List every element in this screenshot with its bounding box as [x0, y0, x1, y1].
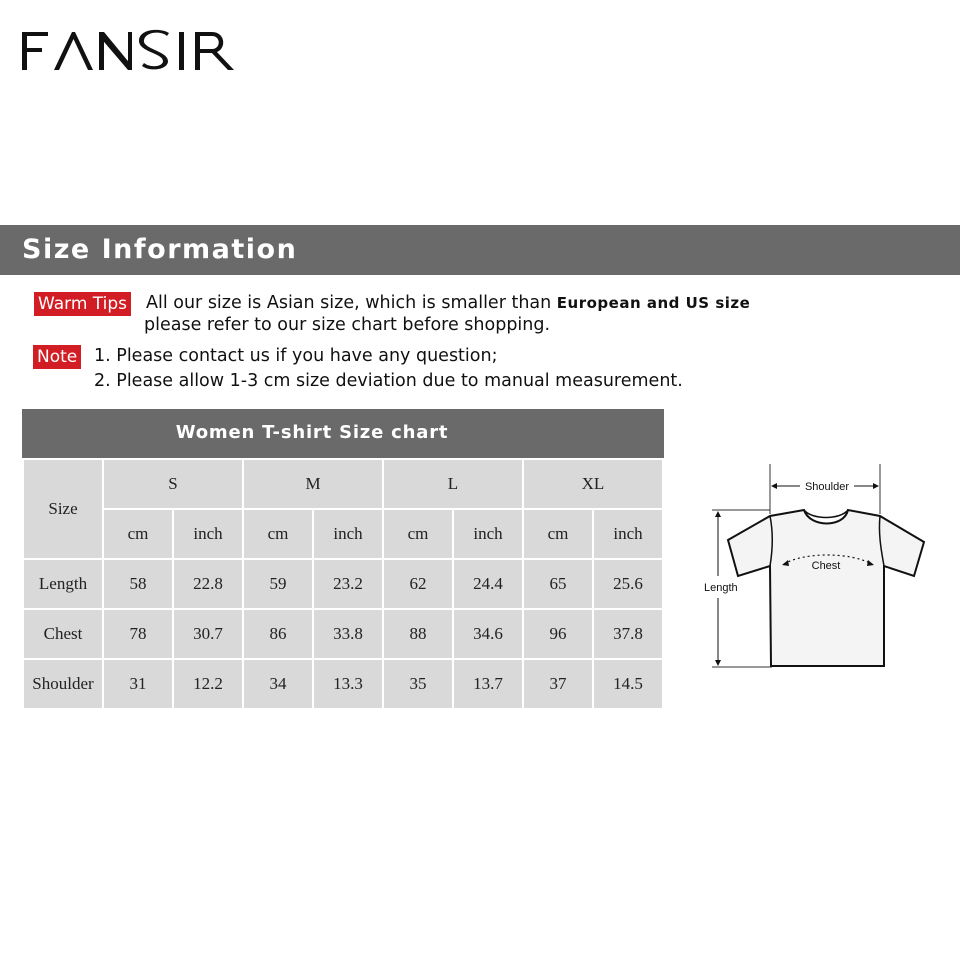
unit-cell: inch: [454, 510, 522, 558]
arrowhead-icon: [715, 660, 721, 666]
unit-cell: inch: [314, 510, 382, 558]
table-cell: 37: [524, 660, 592, 708]
unit-cell: cm: [524, 510, 592, 558]
warm-tips-text-b: European and US size: [556, 294, 751, 312]
table-row: [24, 660, 662, 708]
table-cell: 62: [384, 560, 452, 608]
table-row: [24, 560, 662, 608]
size-l-header: L: [384, 460, 522, 508]
section-title: Size Information: [22, 234, 298, 265]
table-cell: 58: [104, 560, 172, 608]
unit-cell: cm: [384, 510, 452, 558]
table-unit-row: [24, 510, 662, 558]
table-cell: 59: [244, 560, 312, 608]
size-m-header: M: [244, 460, 382, 508]
table-cell: 65: [524, 560, 592, 608]
table-cell: 34: [244, 660, 312, 708]
arrowhead-icon: [715, 511, 721, 517]
table-cell: 22.8: [174, 560, 242, 608]
row-label: Shoulder: [24, 660, 102, 708]
table-cell: 30.7: [174, 610, 242, 658]
brand-logo: [22, 26, 250, 76]
unit-cell: inch: [594, 510, 662, 558]
table-cell: 25.6: [594, 560, 662, 608]
table-cell: 12.2: [174, 660, 242, 708]
row-label: Chest: [24, 610, 102, 658]
table-cell: 35: [384, 660, 452, 708]
chest-label: Chest: [811, 560, 841, 572]
table-cell: 24.4: [454, 560, 522, 608]
unit-cell: cm: [244, 510, 312, 558]
shoulder-label: Shoulder: [804, 481, 850, 493]
size-chart-title: Women T-shirt Size chart: [175, 422, 449, 443]
table-cell: 88: [384, 610, 452, 658]
table-cell: 37.8: [594, 610, 662, 658]
size-chart-header: [22, 409, 664, 458]
section-banner: [0, 225, 960, 275]
table-header-row: [24, 460, 662, 508]
table-row: [24, 610, 662, 658]
length-label: Length: [704, 582, 738, 594]
tshirt-measurement-diagram: [700, 458, 940, 678]
warm-tips-tag: Warm Tips: [34, 292, 131, 316]
collar-line: [804, 510, 848, 518]
table-cell: 96: [524, 610, 592, 658]
size-chart-table: [22, 458, 664, 710]
table-cell: 78: [104, 610, 172, 658]
size-xl-header: XL: [524, 460, 662, 508]
note-item-2: 2. Please allow 1-3 cm size deviation due to manual measurement.: [94, 371, 683, 391]
row-label: Length: [24, 560, 102, 608]
size-s-header: S: [104, 460, 242, 508]
table-cell: 33.8: [314, 610, 382, 658]
arrowhead-icon: [771, 483, 777, 489]
unit-cell: cm: [104, 510, 172, 558]
warm-tips-text-a: All our size is Asian size, which is smaller than: [146, 293, 557, 313]
table-cell: 31: [104, 660, 172, 708]
warm-tips-line-2: please refer to our size chart before shopping.: [144, 315, 551, 335]
unit-cell: inch: [174, 510, 242, 558]
table-cell: 23.2: [314, 560, 382, 608]
tshirt-outline: [728, 510, 924, 666]
table-cell: 13.7: [454, 660, 522, 708]
table-cell: 34.6: [454, 610, 522, 658]
note-item-1: 1. Please contact us if you have any question;: [94, 346, 498, 366]
size-header-cell: Size: [24, 460, 102, 558]
arrowhead-icon: [873, 483, 879, 489]
warm-tips-line-1: [146, 293, 750, 313]
table-cell: 86: [244, 610, 312, 658]
table-cell: 14.5: [594, 660, 662, 708]
note-tag: Note: [33, 345, 81, 369]
table-cell: 13.3: [314, 660, 382, 708]
